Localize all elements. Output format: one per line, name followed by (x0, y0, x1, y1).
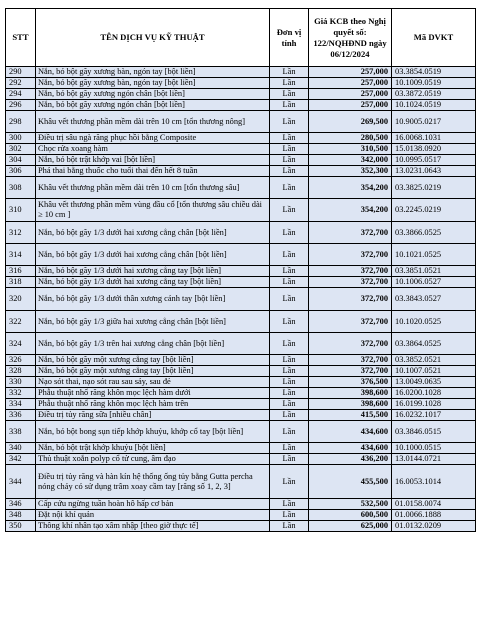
row-unit: Lần (270, 399, 309, 410)
table-row (6, 377, 476, 388)
table-row (6, 410, 476, 421)
row-unit: Lần (270, 388, 309, 399)
table-row (6, 454, 476, 465)
row-stt: 310 (6, 199, 36, 222)
row-unit: Lần (270, 277, 309, 288)
row-price: 376,500 (309, 377, 392, 388)
table-row (6, 333, 476, 355)
table-row (6, 311, 476, 333)
table-row (6, 100, 476, 111)
row-price: 600,500 (309, 510, 392, 521)
row-unit: Lần (270, 155, 309, 166)
row-unit: Lần (270, 133, 309, 144)
row-price: 342,000 (309, 155, 392, 166)
row-service-name: Nắn, bó bột gãy 1/3 dưới hai xương cẳng tay [bột liền] (36, 277, 270, 288)
table-row (6, 222, 476, 244)
header-price: Giá KCB theo Nghị quyết số: 122/NQHĐND ngày 06/12/2024 (309, 9, 392, 67)
table-header-row (6, 9, 476, 67)
row-service-name: Nắn, bó bột bong sụn tiếp khớp khuỷu, khớp cổ tay [bột liền] (36, 421, 270, 443)
row-code: 13.0231.0643 (392, 166, 476, 177)
row-unit: Lần (270, 111, 309, 133)
row-unit: Lần (270, 366, 309, 377)
row-service-name: Điều trị tủy răng và hàn kín hệ thống ống tủy bằng Gutta percha nóng chảy có sử dụng trâm xoay cầm tay [răng số 1, 2, 3] (36, 465, 270, 499)
row-service-name: Điều trị sâu ngà răng phục hồi bằng Composite (36, 133, 270, 144)
row-code: 03.3852.0521 (392, 355, 476, 366)
row-stt: 328 (6, 366, 36, 377)
row-stt: 322 (6, 311, 36, 333)
row-stt: 314 (6, 244, 36, 266)
row-price: 269,500 (309, 111, 392, 133)
row-code: 10.1021.0525 (392, 244, 476, 266)
row-price: 436,200 (309, 454, 392, 465)
row-stt: 338 (6, 421, 36, 443)
row-service-name: Nắn, bó bột gãy xương bàn, ngón tay [bột liền] (36, 78, 270, 89)
row-unit: Lần (270, 144, 309, 155)
row-service-name: Nắn, bó bột gãy 1/3 dưới thân xương cánh tay [bột liền] (36, 288, 270, 311)
row-code: 10.0995.0517 (392, 155, 476, 166)
row-price: 372,700 (309, 277, 392, 288)
table-row (6, 177, 476, 199)
row-unit: Lần (270, 311, 309, 333)
table-row (6, 521, 476, 532)
row-price: 372,700 (309, 333, 392, 355)
table-row (6, 388, 476, 399)
row-stt: 290 (6, 67, 36, 78)
row-code: 15.0138.0920 (392, 144, 476, 155)
row-code: 16.0053.1014 (392, 465, 476, 499)
table-row (6, 155, 476, 166)
row-unit: Lần (270, 100, 309, 111)
row-unit: Lần (270, 443, 309, 454)
row-price: 434,600 (309, 421, 392, 443)
table-body (6, 67, 476, 532)
row-stt: 332 (6, 388, 36, 399)
row-unit: Lần (270, 510, 309, 521)
row-code: 10.1006.0527 (392, 277, 476, 288)
row-stt: 304 (6, 155, 36, 166)
row-service-name: Chọc rửa xoang hàm (36, 144, 270, 155)
table-row (6, 166, 476, 177)
row-unit: Lần (270, 222, 309, 244)
row-unit: Lần (270, 199, 309, 222)
row-stt: 320 (6, 288, 36, 311)
row-stt: 330 (6, 377, 36, 388)
row-code: 16.0232.1017 (392, 410, 476, 421)
table-row (6, 111, 476, 133)
row-stt: 340 (6, 443, 36, 454)
row-unit: Lần (270, 377, 309, 388)
row-stt: 302 (6, 144, 36, 155)
header-code: Mã DVKT (392, 9, 476, 67)
row-stt: 334 (6, 399, 36, 410)
row-service-name: Phẫu thuật nhổ răng khôn mọc lệch hàm trên (36, 399, 270, 410)
header-stt: STT (6, 9, 36, 67)
row-price: 354,200 (309, 177, 392, 199)
row-price: 372,700 (309, 355, 392, 366)
row-service-name: Nắn, bó bột gãy xương ngón chân [bột liền] (36, 89, 270, 100)
row-code: 03.2245.0219 (392, 199, 476, 222)
row-stt: 294 (6, 89, 36, 100)
row-price: 372,700 (309, 366, 392, 377)
row-service-name: Phá thai bằng thuốc cho tuổi thai đến hết 8 tuần (36, 166, 270, 177)
row-service-name: Nạo sót thai, nạo sót rau sau sảy, sau đẻ (36, 377, 270, 388)
service-price-table (5, 8, 476, 532)
row-price: 372,700 (309, 222, 392, 244)
row-unit: Lần (270, 333, 309, 355)
row-code: 10.1007.0521 (392, 366, 476, 377)
row-code: 03.3854.0519 (392, 67, 476, 78)
row-unit: Lần (270, 410, 309, 421)
row-service-name: Nắn, bó bột gãy 1/3 dưới hai xương cẳng chân [bột liền] (36, 222, 270, 244)
row-service-name: Nắn, bó bột gãy 1/3 giữa hai xương cẳng chân [bột liền] (36, 311, 270, 333)
row-code: 01.0066.1888 (392, 510, 476, 521)
row-code: 10.1009.0519 (392, 78, 476, 89)
row-service-name: Thông khí nhân tạo xâm nhập [theo giờ thực tế] (36, 521, 270, 532)
row-code: 10.9005.0217 (392, 111, 476, 133)
row-service-name: Nắn, bó bột gãy xương ngón chân [bột liền] (36, 100, 270, 111)
row-stt: 298 (6, 111, 36, 133)
row-unit: Lần (270, 89, 309, 100)
row-code: 03.3864.0525 (392, 333, 476, 355)
row-unit: Lần (270, 288, 309, 311)
row-stt: 306 (6, 166, 36, 177)
row-code: 10.1024.0519 (392, 100, 476, 111)
row-price: 398,600 (309, 388, 392, 399)
table-row (6, 421, 476, 443)
row-stt: 346 (6, 499, 36, 510)
row-stt: 336 (6, 410, 36, 421)
table-row (6, 78, 476, 89)
row-unit: Lần (270, 78, 309, 89)
row-stt: 342 (6, 454, 36, 465)
row-unit: Lần (270, 67, 309, 78)
table-row (6, 244, 476, 266)
row-code: 03.3843.0527 (392, 288, 476, 311)
table-row (6, 355, 476, 366)
row-stt: 308 (6, 177, 36, 199)
row-code: 03.3866.0525 (392, 222, 476, 244)
row-price: 354,200 (309, 199, 392, 222)
row-unit: Lần (270, 266, 309, 277)
row-code: 03.3851.0521 (392, 266, 476, 277)
row-code: 13.0049.0635 (392, 377, 476, 388)
row-unit: Lần (270, 166, 309, 177)
row-code: 03.3872.0519 (392, 89, 476, 100)
row-service-name: Nắn, bó bột gãy một xương cẳng tay [bột liền] (36, 355, 270, 366)
row-code: 16.0068.1031 (392, 133, 476, 144)
row-code: 10.1020.0525 (392, 311, 476, 333)
row-service-name: Điều trị tủy răng sữa [nhiều chân] (36, 410, 270, 421)
row-stt: 296 (6, 100, 36, 111)
row-service-name: Nắn, bó bột gãy một xương cẳng tay [bột liền] (36, 366, 270, 377)
row-stt: 300 (6, 133, 36, 144)
row-price: 532,500 (309, 499, 392, 510)
row-price: 257,000 (309, 78, 392, 89)
row-price: 257,000 (309, 67, 392, 78)
table-row (6, 266, 476, 277)
row-service-name: Nắn, bó bột trật khớp khuỷu [bột liền] (36, 443, 270, 454)
row-price: 372,700 (309, 266, 392, 277)
table-row (6, 89, 476, 100)
header-service-name: TÊN DỊCH VỤ KỸ THUẬT (36, 9, 270, 67)
row-unit: Lần (270, 521, 309, 532)
row-service-name: Nắn, bó bột gãy xương bàn, ngón tay [bột liền] (36, 67, 270, 78)
row-stt: 292 (6, 78, 36, 89)
row-price: 310,500 (309, 144, 392, 155)
row-service-name: Khâu vết thương phần mềm dài trên 10 cm [tổn thương nông] (36, 111, 270, 133)
row-price: 625,000 (309, 521, 392, 532)
table-row (6, 399, 476, 410)
table-row (6, 144, 476, 155)
row-price: 372,700 (309, 244, 392, 266)
row-unit: Lần (270, 454, 309, 465)
row-price: 257,000 (309, 89, 392, 100)
row-stt: 350 (6, 521, 36, 532)
row-unit: Lần (270, 244, 309, 266)
row-service-name: Đặt nội khí quản (36, 510, 270, 521)
table-row (6, 277, 476, 288)
row-stt: 344 (6, 465, 36, 499)
row-unit: Lần (270, 421, 309, 443)
row-service-name: Cấp cứu ngừng tuần hoàn hô hấp cơ bản (36, 499, 270, 510)
table-row (6, 288, 476, 311)
row-service-name: Nắn, bó bột trật khớp vai [bột liền] (36, 155, 270, 166)
row-code: 13.0144.0721 (392, 454, 476, 465)
table-row (6, 67, 476, 78)
row-stt: 324 (6, 333, 36, 355)
row-price: 257,000 (309, 100, 392, 111)
row-service-name: Nắn, bó bột gãy 1/3 trên hai xương cẳng chân [bột liền] (36, 333, 270, 355)
row-price: 434,600 (309, 443, 392, 454)
row-price: 372,700 (309, 288, 392, 311)
row-code: 10.1000.0515 (392, 443, 476, 454)
row-code: 01.0132.0209 (392, 521, 476, 532)
table-row (6, 499, 476, 510)
table-row (6, 366, 476, 377)
row-stt: 348 (6, 510, 36, 521)
row-price: 352,300 (309, 166, 392, 177)
table-row (6, 510, 476, 521)
row-price: 455,500 (309, 465, 392, 499)
header-unit: Đơn vị tính (270, 9, 309, 67)
row-price: 372,700 (309, 311, 392, 333)
row-service-name: Nắn, bó bột gãy 1/3 dưới hai xương cẳng tay [bột liền] (36, 266, 270, 277)
row-stt: 326 (6, 355, 36, 366)
row-code: 01.0158.0074 (392, 499, 476, 510)
row-unit: Lần (270, 465, 309, 499)
row-unit: Lần (270, 355, 309, 366)
row-stt: 316 (6, 266, 36, 277)
row-service-name: Nắn, bó bột gãy 1/3 dưới hai xương cẳng chân [bột liền] (36, 244, 270, 266)
row-price: 280,500 (309, 133, 392, 144)
row-unit: Lần (270, 499, 309, 510)
row-code: 16.0200.1028 (392, 388, 476, 399)
row-code: 16.0199.1028 (392, 399, 476, 410)
row-stt: 312 (6, 222, 36, 244)
row-code: 03.3846.0515 (392, 421, 476, 443)
table-row (6, 443, 476, 454)
row-service-name: Phẫu thuật nhổ răng khôn mọc lệch hàm dưới (36, 388, 270, 399)
row-price: 415,500 (309, 410, 392, 421)
row-price: 398,600 (309, 399, 392, 410)
row-code: 03.3825.0219 (392, 177, 476, 199)
row-service-name: Thủ thuật xoắn polyp cổ tử cung, âm đạo (36, 454, 270, 465)
row-service-name: Khâu vết thương phần mềm vùng đầu cổ [tổn thương sâu chiều dài ≥ 10 cm ] (36, 199, 270, 222)
table-row (6, 465, 476, 499)
table-row (6, 199, 476, 222)
row-unit: Lần (270, 177, 309, 199)
row-service-name: Khâu vết thương phần mềm dài trên 10 cm [tổn thương sâu] (36, 177, 270, 199)
table-row (6, 133, 476, 144)
row-stt: 318 (6, 277, 36, 288)
